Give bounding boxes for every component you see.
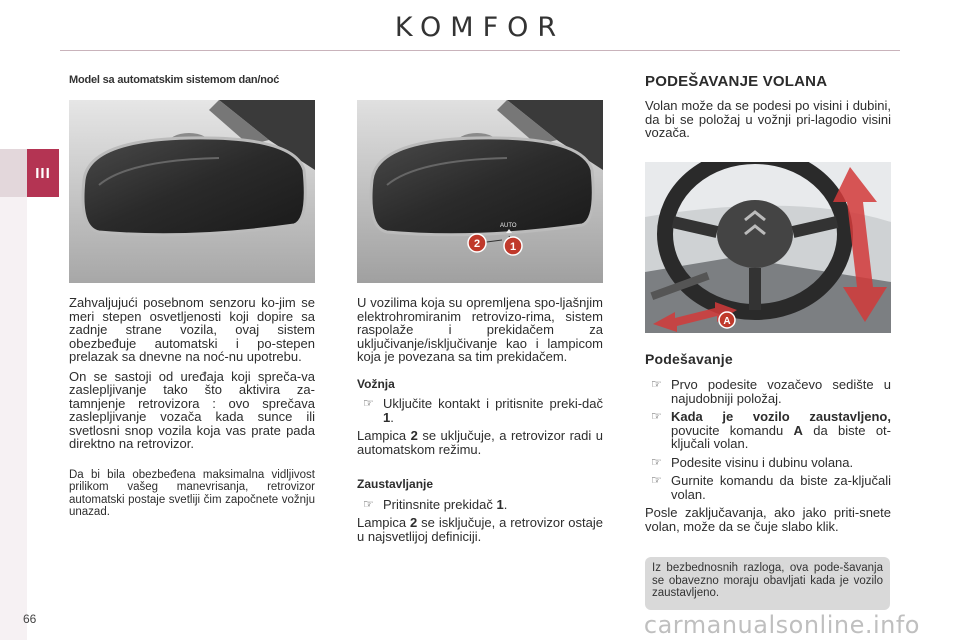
- step-2: ☞ Kada je vozilo zaustavljeno, povucite komandu A da biste ot-ključali volan.: [651, 409, 891, 451]
- title-divider: [60, 50, 900, 51]
- bullet-hand-icon: ☞: [651, 409, 662, 423]
- stop-heading: Zaustavljanje: [357, 477, 434, 491]
- voznja-bullet: ☞ Uključite kontakt i pritisnite preki-dač 1.: [363, 396, 603, 425]
- callout-1-icon: [504, 237, 522, 255]
- svg-text:A: A: [723, 316, 731, 327]
- svg-text:2: 2: [473, 238, 481, 250]
- column-3-intro: [645, 99, 891, 146]
- stop-bullet: ☞ Pritinsnite prekidač 1.: [363, 496, 508, 512]
- page-number: 66: [23, 612, 37, 626]
- callout-2-icon: [468, 234, 486, 252]
- closing-paragraph: Posle zaključavanja, ako jako priti-snete volan, može da se čuje slabo klik.: [645, 505, 891, 534]
- column-2: [357, 296, 603, 549]
- column-3-steps: [645, 378, 891, 539]
- column-1: [69, 296, 315, 525]
- page-title: KOMFOR: [394, 12, 566, 43]
- auto-label: AUTO: [500, 223, 517, 229]
- step-4: ☞ Gurnite komandu da biste za-ključali volan.: [651, 473, 891, 502]
- bullet-hand-icon: ☞: [651, 454, 662, 469]
- bullet-hand-icon: ☞: [363, 496, 374, 511]
- callout-a-icon: [719, 312, 735, 328]
- side-margin-panel: [0, 197, 27, 640]
- steering-intro: Volan može da se podesi po visini i dubini, da bi se položaj u vožnji pri-lagodio visini vozača.: [645, 98, 891, 140]
- bullet-hand-icon: ☞: [651, 473, 662, 487]
- mirror-illustration-1: [69, 100, 315, 283]
- col1-paragraph-2: On se sastoji od uređaja koji spreča-va zaslepljivanje tako što aktivira za-tamnjenje retrovizora : ovo sprečava zaslepljivanje vozača kada sunce ili svetlosni snop vozila koja vas prate pada direktno na retrovizor.: [69, 368, 315, 451]
- mirror-photo-1: [69, 100, 315, 283]
- col2-intro: U vozilima koja su opremljena spo-ljašnjim elektrohromiranim retrovizo-rima, sistem raspolaže i prekidačem za uključivanje/isključivanje kao i lampicom koja je povezana sa tim prekidačem.: [357, 295, 603, 364]
- mirror-photo-2: [357, 100, 603, 283]
- mirror-illustration-2: [357, 100, 603, 283]
- step-3: ☞ Podesite visinu i dubinu volana.: [651, 454, 854, 470]
- voznja-paragraph: Lampica 2 se uključuje, a retrovizor radi u automatskom režimu.: [357, 428, 603, 457]
- adjustment-heading: Podešavanje: [645, 351, 733, 367]
- col1-paragraph-3: Da bi bila obezbeđena maksimalna vidljivost prilikom vašeg manevrisanja, retrovizor automatski postaje svetliji čim započnete vožnju unazad.: [69, 468, 315, 518]
- chapter-tab: III: [27, 149, 59, 197]
- bullet-hand-icon: ☞: [651, 377, 662, 391]
- step-1: ☞ Prvo podesite vozačevo sedište u najudobniji položaj.: [651, 377, 891, 406]
- side-tab-bar: [0, 149, 27, 197]
- bullet-hand-icon: ☞: [363, 396, 374, 410]
- col1-paragraph-1: Zahvaljujući posebnom senzoru ko-jim se meri stepen osvetljenosti koji dopire sa zadnje strane vozila, ovaj sistem obezbeđuje automatski i po-stepen prelazak sa dnevne na noć-nu upotrebu.: [69, 295, 315, 364]
- svg-text:1: 1: [509, 241, 517, 253]
- steering-illustration: [645, 162, 891, 333]
- section-label: Model sa automatskim sistemom dan/noć: [69, 74, 280, 86]
- safety-note: Iz bezbednosnih razloga, ova pode-šavanja se obavezno moraju obavljati kada je vozilo zaustavljeno.: [645, 557, 890, 610]
- voznja-heading: Vožnja: [357, 376, 395, 391]
- watermark: carmanualsonline.info: [643, 611, 920, 639]
- steering-heading: PODEŠAVANJE VOLANA: [645, 73, 828, 90]
- steering-photo: [645, 162, 891, 333]
- stop-paragraph: Lampica 2 se isključuje, a retrovizor ostaje u najsvetlijoj definiciji.: [357, 515, 603, 544]
